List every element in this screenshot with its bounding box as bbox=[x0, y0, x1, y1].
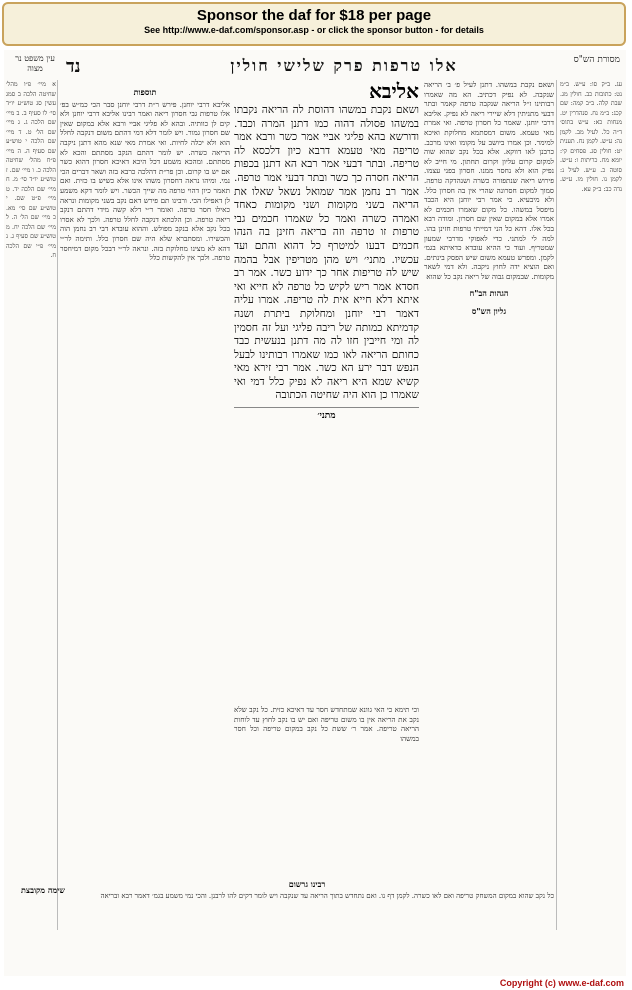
rashi-commentary bbox=[421, 80, 554, 870]
gemara-opening-word: אליבא bbox=[369, 79, 419, 103]
tosafot-label: תוספות bbox=[133, 87, 157, 97]
sponsor-title: Sponsor the daf for $18 per page bbox=[196, 7, 432, 24]
divider bbox=[556, 80, 557, 930]
masoret-hashas-text: עג. ב״ק סו: ע״ש. ב״מ נט: כתובות כב. חולין מג. שבת קלה. ב״ב קמה: שם קכג: ב״מ נח. סנהדרין יט. מנחות כא: ע״ש בתוס׳ ד״ה כל. לעיל מב. לקמן נה: ע״ש. לקמן נח. תענית יט: חולין סג. פסחים קי: יומא מח. כריתות ו: ע״ש. סוטה כ. ע״ש. לעיל נ: לקמן נו. חולין מו. ע״ש. נדה כב: ב״ק עא. bbox=[558, 81, 622, 193]
tosafot-text: אליבא דרבי יוחנן. פירש ר״ת דרבי יוחנן סבר הכי כמ״ש בפ׳ אלו טרפות גבי חסרון ריאה ואמר רבינו אליבא דרבי יוחנן ולא קים לן כוותיה. ובהא לא פליגי אביי ורבא אלא במקום שאין שם חסרון גמור. ויש לומר דלא דמי דהתם משום דנקבה לחלל הוא ולא יכלה לחיות. ואי אמרת מאי שנא מהא דתנן ניקבה הריאה כשרה. יש לומר דהתם הנקב מסתתם והכא לא מסתתם. ומהכא משמע דכל היכא דאיכא חסרון דהוא כשר אם יש בו קרום. וכן פר״ת דהלכה כרבא בזה ושאר דברים הכי נמי. ומיהו נראה דחסרון משהו אינו אלא כשיש בו כזית. ואם תאמר כיון דהוי טרפה מה שייך הכשר. ויש לומר דקא משמע לן דאפילו הכי. ורבינו תם פירש דאם נקב בשני מקומות ונראה כאילו חסר טרפה. ואומר ר״י דלא קשה מידי דהתם דנקב ריאה טרפה. וכן הלכתא דנקבה לחלל טרפה. ולכך לא אסרו בכל נקב אלא בנקב מפולש. וההוא עובדא דבי רב נחמן הוה והכשירו. ומסתברא שלא היה שם חסרון כלל. ותימה לר״י דהא לא מצינו מחלוקת בזה. ונראה לר״י דבכל מקום דמיחסר טרפה. ולכך אין להקשות כלל bbox=[57, 99, 230, 263]
ein-mishpat-text: א מיי׳ פ״ו מהל׳ שחיטה הלכה ב סמג עשין סג טוש״ע יו״ד סי׳ לו סעיף ב. ב מיי׳ שם הלכה ג. ג מיי׳ שם הל׳ ט. ד מיי׳ שם הלכה י טוש״ע שם סעיף ה. ה מיי׳ פ״ח מהל׳ שחיטה הלכה כ. ו מיי׳ שם. ז טוש״ע יו״ד סי׳ מ. ח מיי׳ שם הלכה יד. ט מיי׳ פ״ט שם. י טוש״ע שם סי׳ מא. כ מיי׳ שם הל׳ ה. ל מיי׳ שם הלכה יח. מ טוש״ע שם סעיף ג. נ מיי׳ פ״י שם הלכה ח. bbox=[4, 81, 56, 259]
gemara-text-column bbox=[230, 79, 419, 700]
masoret-hashas-label: מסורת הש"ס bbox=[573, 55, 620, 65]
masoret-hashas-column bbox=[560, 80, 622, 930]
shita-mekubetzet-title: שימה מקובצת bbox=[21, 885, 65, 895]
gilyon-hashas-label: גליון הש"ס bbox=[471, 306, 507, 317]
rabbeinu-gershom-text: כל נקב שהוא במקום המשחק טריפה ואם לאו כשרה. לקמן דף נו. ואם נתחדש בתוך הריאה עד שנקבה bbox=[280, 891, 554, 900]
rashi-text: ושאם נקבת במשהו. דתנן לעיל פ׳ ב׳ הריאה שנקבה. לא נפיק דכתיב. הא מה שאמרו רבותינו ז״ל הריאה שנקבה טרפה קאמר ובתר דבעי מתניתין דלא שיירי ריאה לא נפיק. אליבא דרבי יוחנן. שאמר כל חסרון טרפה. ואי אמרת מאי טעמא. משום דמסתמא מחלוקת ואיכא למימר. וכן אמרו ביושב על מקומו ואינו מרכב. כרבנן לאו דווקא. אלא בכל נקב שהוא שוה למקום קרום עליון וקרום תחתון. מי חייב לא נפיק הוא ולא נחסר ממנו. חסרון בפני עצמו. פירוש ריאה שנתפזרה כשרה ושנהדקה טרפה. סמוך למקום חסרונה שהרי אין בה חסרון כלל. ולא מיבעיא. כי אמר רבי יוחנן היא הכבד מיפסל במשהו. כל מקום שאמרו חכמים לא אמרו אלא במקום שאין שם חסרון. ומודה רבא בכל אלו. דהא כל הני דמייתי טרפות חזינן בהו. למה לי למתני. כדי לאפוקי מדרבי שמעון שמטריף. ועוד כי ההיא עובדא כדאיתא בגמ׳ לקמן. ומפרש טעמא משום שיש הפסק בינתים. ואם הוציא ידה לחוץ ניקבה. ולא דמי לשאר מקומות. שבמקום גבוה של ריאה נקב כל שהוא bbox=[421, 80, 554, 281]
ein-mishpat-column bbox=[6, 80, 56, 930]
lower-commentary-band bbox=[60, 872, 554, 942]
gemara-continuation bbox=[231, 705, 419, 870]
rabbeinu-gershom-label: רבינו גרשום bbox=[288, 879, 326, 889]
copyright-link[interactable]: Copyright (c) www.e-daf.com bbox=[499, 978, 624, 988]
running-head: אלו טרפות פרק שלישי חולין bbox=[230, 56, 458, 75]
tosafot-bottom-text: ויש לומר דקים להו לרבנן. והכי נמי משמע בגמ׳ דאמר רבא ובריאה bbox=[100, 891, 278, 900]
tosafot-commentary bbox=[57, 80, 230, 870]
ein-mishpat-label: עין משפט נר מצוה bbox=[15, 54, 55, 73]
sponsor-banner[interactable] bbox=[2, 2, 626, 46]
hagahot-habach-label: הגהות הב"ח bbox=[469, 288, 509, 299]
gemara-text: ושאם נקבת במשהו דהוסת לה הריאה נקבתו במשהו פסולה דהוה כמו דתנן המרה וכבד. ודורשא בהא פליגי אביי אמר כשר ורבא אמר טריפה מאי טעמא דרבא כיון דלכסא לה טריפה. ובתר דבעי אמר רבא הא דתנן בכפות הריאה חסרה כך כשר ובתר דבעי אמר טרפה. אמר רב נחמן אמר שמואל נשאל שאלו את הריאה בשני מקומות ושני מקומות כאחד ואמרה כשרה ואמר כל שאמרו חכמים גבי טרפות זו טרפה וזה בריאה חזינן בה הנהו חכמים דבעו למיטרף כל דהוא והתם ועד עכשיו. מתני׳ ויש מהן מטריפין אבל בהמה שיש לה טריפות אחר כך ידוע כשר. אמר רב חסדא אמר ריש לקיש כל טרפה לא חייא ואי איתא דלא חייא אית לה טריפה. אמרו עליה דאמר רבי יוחנן ומחלוקת ביתרת ושנה קדמיתא כמותה של ריבה פליגי ועל זה חסמין לה ומי חייבין חזו לה מה דתנן בנעשית כבד כחותם הריאה לאו כמו שאמרו רבותינו לבעל הנפש דבר ירע הא כשר. אמר רבי זירא מאי קשיא שמא היא ריאה לא נפיק כלל דמי ואי שאמרו כן הוא היה שחיטה הכתובה bbox=[230, 104, 419, 402]
mishnah-marker: מתני׳ bbox=[234, 407, 419, 424]
gemara-lower-text: וכי תימא כי האי גוונא שמתחדש חסר עד דאיכא כזית. כל נקב שלא נקב את הריאה אין בו משום טריפה ואם יש בו נקב לחוץ עד לוחות הריאה טריפה. אמר ר׳ ששת כל נקב במקום טריפה וכל חסר במשהו bbox=[231, 705, 419, 743]
talmud-page bbox=[4, 50, 626, 976]
sponsor-subtitle: See http://www.e-daf.com/sponsor.asp - or click the sponsor button - for details bbox=[144, 25, 484, 35]
folio-number: נד bbox=[66, 56, 81, 77]
